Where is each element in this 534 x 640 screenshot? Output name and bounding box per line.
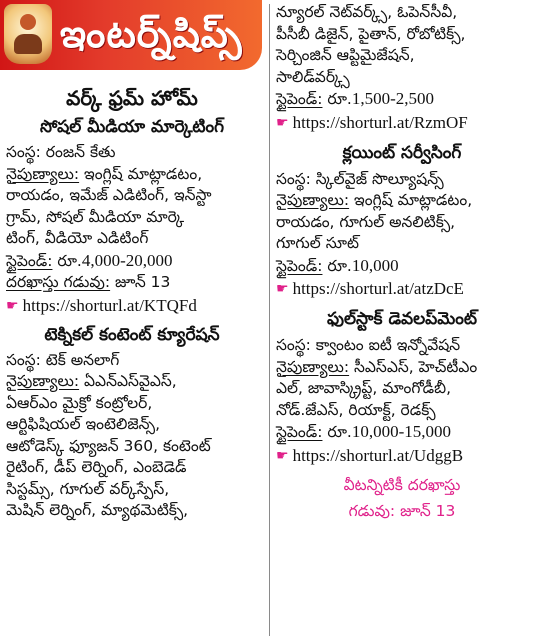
stipend-line: స్టైపెండ్: రూ.10,000-15,000 [276,422,452,441]
skills-line: పీసీబీ డిజైన్, పైతాన్, రోబోటిక్స్, [276,24,466,43]
job-title: సోషల్ మీడియా మార్కెటింగ్ [39,117,225,137]
skills-line: ఎల్, జావాస్క్రిప్ట్, మాంగోడీబీ, [276,379,452,397]
apply-link[interactable]: ☛ https://shorturl.at/atzDcE [276,277,528,301]
left-column [0,0,264,522]
job-card-fullstack [276,335,528,468]
skills-line: రైటింగ్, డీప్ లెర్నింగ్, ఎంబెడెడ్ [6,458,187,476]
skills-line: నైపుణ్యాలు: సీఎస్ఎస్, హెచ్‌టీఎం [276,357,478,376]
org-line: సంస్థ: టెక్ అనలాగ్ [6,350,120,369]
job-card-technical-content [0,350,264,522]
skills-line: సెర్చింజిన్ ఆప్టిమైజేషన్, [276,46,415,64]
job-card-client-servicing [276,169,528,302]
org-line: సంస్థ: రంజన్ కేతు [6,143,116,161]
skills-line: నైపుణ్యాలు: ఇంగ్లిష్ మాట్లాడటం, [276,191,473,209]
skills-line: సాలిడ్‌వర్క్స్ [276,67,350,86]
stipend-line: స్టైపెండ్: రూ.10,000 [276,255,399,275]
skills-line: మెషిన్ లెర్నింగ్, మ్యాథమెటిక్స్, [6,501,189,519]
org-line: సంస్థ: స్కిల్‌వైజ్ సొల్యూషన్స్ [276,169,444,188]
apply-link[interactable]: ☛ https://shorturl.at/RzmOF [276,111,528,135]
skills-line: నోడ్.జేఎస్, రియాక్ట్, రెడక్స్ [276,400,436,419]
skills-line: ఆటోడెస్క్ ఫ్యూజన్ 360, కంటెంట్ [6,436,211,455]
apply-link[interactable]: ☛ https://shorturl.at/UdggB [276,444,528,468]
column-divider [269,4,270,636]
deadline-note-line: గడువు: జూన్ 13 [348,501,456,520]
apply-link[interactable]: ☛ https://shorturl.at/KTQFd [6,294,264,318]
deadline-note-line: వీటన్నిటికీ దరఖాస్తు [343,475,461,494]
stipend-line: స్టైపెండ్: రూ.4,000-20,000 [6,250,173,270]
skills-line: రాయడం, గూగుల్ అనలిటిక్స్, [276,212,456,231]
pointing-hand-icon: ☛ [6,298,19,314]
banner-title: ఇంటర్న్‌షిప్స్ [60,12,243,56]
skills-line: సిస్టమ్స్, గూగుల్ వర్క్‌స్పేస్, [6,479,170,498]
org-line: సంస్థ: క్వాంటం ఐటీ ఇన్నోవేషన్ [276,336,461,354]
job-card-technical-content-continued [276,0,528,135]
job-title: టెక్నికల్ కంటెంట్ క్యూరేషన్ [44,324,220,345]
skills-line: నైపుణ్యాలు: ఇంగ్లిష్ మాట్లాడటం, [6,164,203,183]
pointing-hand-icon: ☛ [276,448,289,464]
skills-line: గూగుల్ సూట్ [276,234,359,252]
skills-line: ఆర్టిఫిషియల్ ఇంటెలిజెన్స్, [6,415,161,433]
job-title: క్లయింట్ సర్వీసింగ్ [342,142,462,163]
right-column [276,0,528,524]
deadline-line: దరఖాస్తు గడువు: జూన్ 13 [6,273,171,291]
skills-line: న్యూరల్ నెట్‌వర్క్స్, ఓపెన్‌సీవీ, [276,3,458,21]
stipend-line: స్టైపెండ్: రూ.1,500-2,500 [276,89,435,108]
job-title: ఫుల్‌స్టాక్ డెవలప్‌మెంట్ [327,309,477,329]
skills-line: ఏఆర్ఎం మైక్రో కంట్రోలర్, [6,393,153,412]
skills-line: రాయడం, ఇమేజ్ ఎడిటింగ్, ఇన్‌స్టా [6,186,212,204]
section-title: వర్క్ ఫ్రమ్ హోమ్ [66,86,198,110]
skills-line: టింగ్, వీడియో ఎడిటింగ్ [6,229,149,247]
skills-line: నైపుణ్యాలు: ఏఎన్ఎస్‌వైఎస్, [6,372,177,390]
pointing-hand-icon: ☛ [276,115,289,131]
common-deadline-note [276,472,528,524]
pointing-hand-icon: ☛ [276,282,289,297]
job-card-social-media [0,142,264,318]
skills-line: గ్రామ్, సోషల్ మీడియా మార్కె [6,207,185,226]
